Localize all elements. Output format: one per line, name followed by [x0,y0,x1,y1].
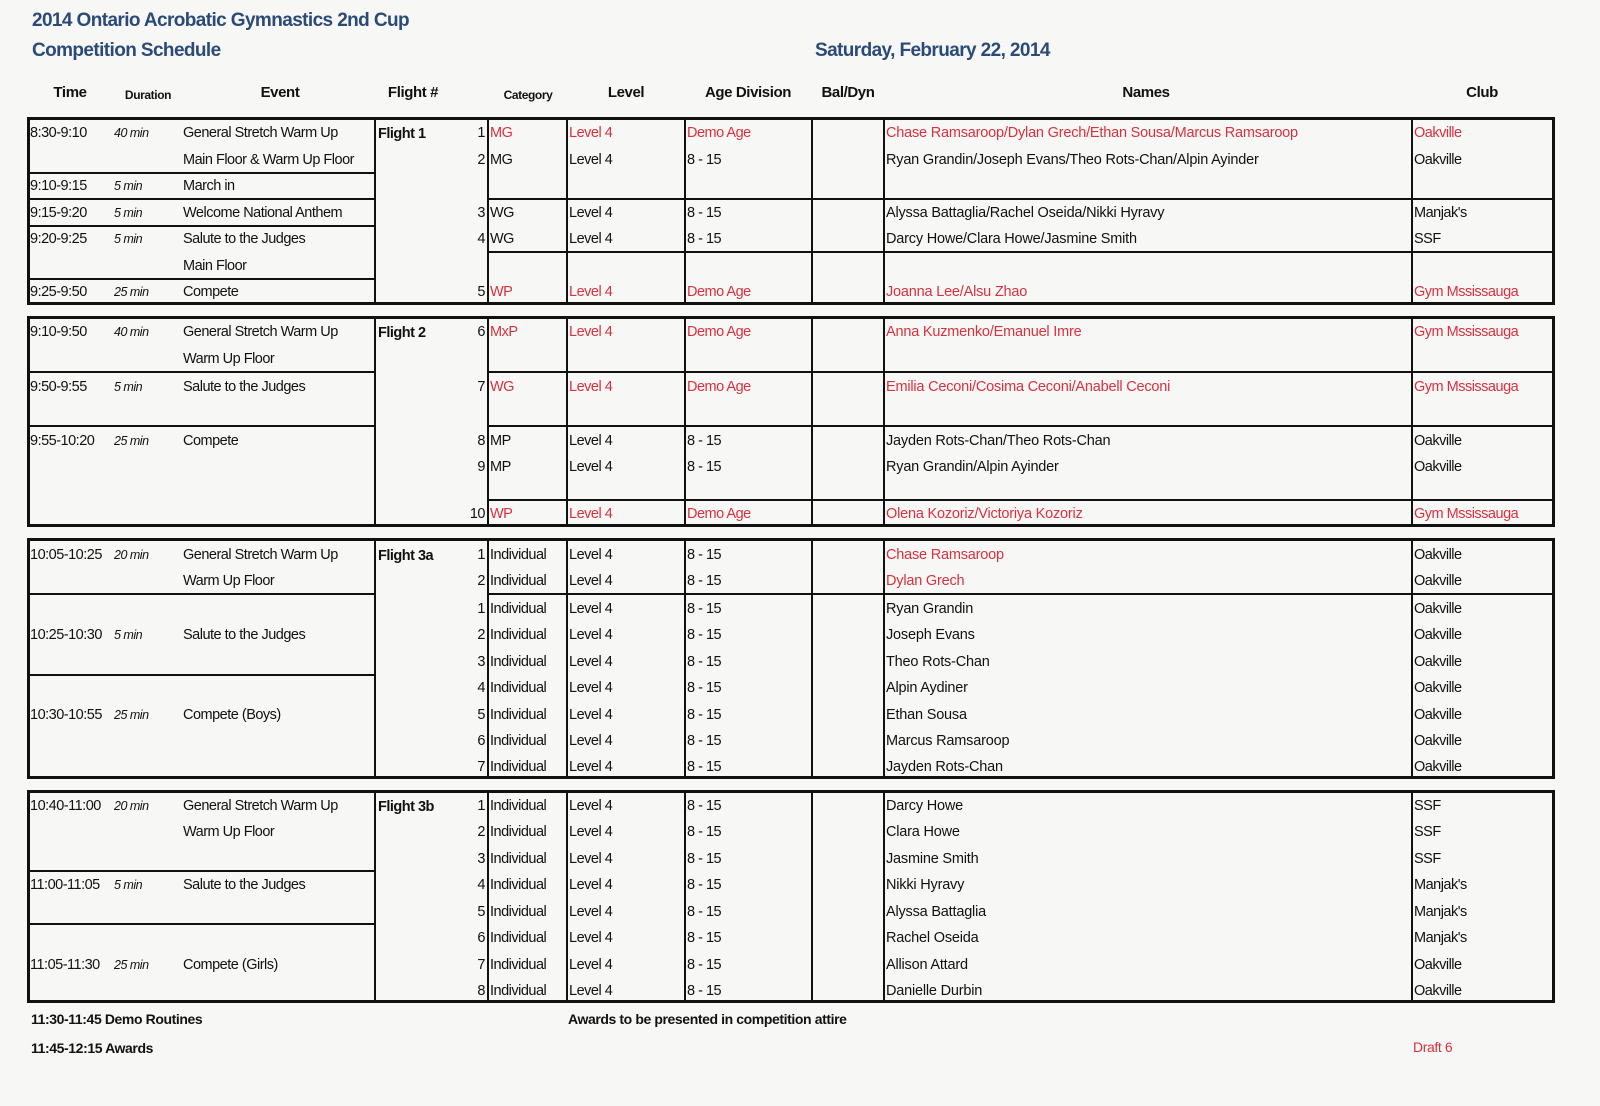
cell-age: 8 - 15 [687,957,722,973]
row-divider [487,593,1555,595]
cell-club: Gym Mssissauga [1414,284,1519,300]
cell-age: 8 - 15 [687,547,722,563]
cell-names: Danielle Durbin [886,983,983,999]
cell-category: Individual [490,957,547,973]
header-names: Names [1122,84,1170,101]
cell-num: 5 [477,284,485,300]
cell-num: 4 [477,231,485,247]
flight-label: Flight 3b [378,799,434,815]
cell-category: Individual [490,547,547,563]
cell-age: 8 - 15 [687,654,722,670]
cell-names: Theo Rots-Chan [886,654,990,670]
cell-num: 6 [477,733,485,749]
row-divider [27,172,375,174]
header-club: Club [1466,84,1498,101]
cell-duration: 20 min [114,548,149,562]
cell-category: WP [490,284,513,300]
cell-club: Oakville [1414,152,1462,168]
cell-category: MG [490,125,513,141]
header-level: Level [607,84,645,101]
cell-num: 9 [477,459,485,475]
cell-category: MxP [490,324,518,340]
cell-club: Manjak's [1414,904,1467,920]
header-age-division: Age Division [704,84,792,101]
row-divider [487,198,1555,200]
cell-age: 8 - 15 [687,759,722,775]
cell-time: 10:40-11:00 [30,798,101,814]
cell-level: Level 4 [569,824,613,840]
cell-club: Manjak's [1414,877,1467,893]
cell-names: Allison Attard [886,957,968,973]
cell-num: 1 [477,601,485,617]
cell-num: 3 [477,851,485,867]
cell-event: Compete [183,433,239,449]
cell-num: 8 [477,983,485,999]
cell-club: SSF [1414,798,1441,814]
cell-level: Level 4 [569,707,613,723]
column-divider [1411,790,1413,1003]
cell-duration: 25 min [114,285,149,299]
column-divider [883,790,885,1003]
cell-category: Individual [490,798,547,814]
cell-time: 9:20-9:25 [30,231,87,247]
cell-level: Level 4 [569,284,613,300]
flight-label: Flight 3a [378,548,434,564]
cell-category: Individual [490,573,547,589]
header-duration: Duration [124,88,172,102]
cell-num: 3 [477,205,485,221]
cell-club: Oakville [1414,983,1462,999]
column-divider [811,538,813,779]
cell-names: Emilia Ceconi/Cosima Ceconi/Anabell Ceconi [886,379,1171,395]
cell-age: 8 - 15 [687,152,722,168]
header-event: Event [260,84,300,101]
cell-duration: 25 min [114,708,149,722]
cell-category: Individual [490,601,547,617]
column-divider [566,117,568,305]
cell-names: Chase Ramsaroop/Dylan Grech/Ethan Sousa/Marcus Ramsaroop [886,125,1298,141]
cell-event: Warm Up Floor [183,351,275,367]
cell-time: 9:10-9:50 [30,324,87,340]
row-divider [487,251,1555,253]
cell-duration: 5 min [114,179,143,193]
draft-label: Draft 6 [1413,1039,1453,1055]
cell-category: Individual [490,680,547,696]
cell-names: Joseph Evans [886,627,975,643]
cell-age: 8 - 15 [687,851,722,867]
column-divider [811,117,813,305]
cell-time: 10:30-10:55 [30,707,102,723]
footer-awards-note: Awards to be presented in competition attire [568,1011,847,1027]
flight-label: Flight 1 [378,126,426,142]
column-divider [487,117,489,305]
cell-category: Individual [490,824,547,840]
cell-category: Individual [490,877,547,893]
cell-age: 8 - 15 [687,733,722,749]
cell-num: 10 [469,506,485,522]
column-divider [811,790,813,1003]
cell-level: Level 4 [569,904,613,920]
row-divider [487,371,1555,373]
cell-num: 6 [477,930,485,946]
column-divider [487,538,489,779]
cell-num: 4 [477,680,485,696]
column-divider [374,117,376,305]
cell-num: 1 [477,125,485,141]
cell-duration: 5 min [114,878,143,892]
cell-names: Alpin Aydiner [886,680,968,696]
cell-level: Level 4 [569,547,613,563]
cell-duration: 40 min [114,325,149,339]
column-divider [684,117,686,305]
row-divider [27,198,375,200]
column-divider [1411,538,1413,779]
cell-age: Demo Age [687,125,751,141]
header-flight: Flight # [387,84,439,101]
cell-names: Chase Ramsaroop [886,547,1004,563]
column-divider [1411,117,1413,305]
column-divider [487,790,489,1003]
cell-club: Manjak's [1414,930,1467,946]
cell-club: Oakville [1414,759,1462,775]
cell-club: Oakville [1414,601,1462,617]
cell-duration: 5 min [114,232,143,246]
column-divider [1411,316,1413,527]
cell-time: 9:50-9:55 [30,379,87,395]
cell-names: Rachel Oseida [886,930,979,946]
cell-time: 11:00-11:05 [30,877,100,893]
cell-level: Level 4 [569,573,613,589]
cell-level: Level 4 [569,877,613,893]
cell-level: Level 4 [569,459,613,475]
cell-age: 8 - 15 [687,459,722,475]
cell-club: Oakville [1414,547,1462,563]
column-divider [684,790,686,1003]
cell-duration: 20 min [114,799,149,813]
cell-duration: 5 min [114,628,143,642]
cell-names: Darcy Howe [886,798,963,814]
flight-label: Flight 2 [378,325,426,341]
cell-club: Oakville [1414,627,1462,643]
cell-age: 8 - 15 [687,231,722,247]
cell-level: Level 4 [569,324,613,340]
competition-date: Saturday, February 22, 2014 [815,40,1050,61]
cell-level: Level 4 [569,125,613,141]
cell-names: Marcus Ramsaroop [886,733,1010,749]
cell-time: 10:05-10:25 [30,547,102,563]
cell-club: Oakville [1414,680,1462,696]
cell-club: Oakville [1414,433,1462,449]
cell-category: WG [490,205,514,221]
cell-num: 1 [477,547,485,563]
cell-age: 8 - 15 [687,627,722,643]
cell-names: Alyssa Battaglia/Rachel Oseida/Nikki Hyravy [886,205,1165,221]
cell-club: Gym Mssissauga [1414,324,1519,340]
cell-names: Ryan Grandin/Alpin Ayinder [886,459,1059,475]
cell-names: Jayden Rots-Chan/Theo Rots-Chan [886,433,1111,449]
cell-event: Warm Up Floor [183,573,275,589]
row-divider [487,499,1555,501]
column-divider [487,316,489,527]
cell-age: Demo Age [687,324,751,340]
cell-level: Level 4 [569,654,613,670]
cell-level: Level 4 [569,957,613,973]
cell-num: 8 [477,433,485,449]
cell-event: Warm Up Floor [183,824,275,840]
cell-num: 7 [477,759,485,775]
cell-club: SSF [1414,824,1441,840]
header-category: Category [503,88,553,102]
cell-category: Individual [490,627,547,643]
cell-names: Ryan Grandin [886,601,974,617]
cell-level: Level 4 [569,983,613,999]
cell-names: Ryan Grandin/Joseph Evans/Theo Rots-Chan/Alpin Ayinder [886,152,1259,168]
cell-category: Individual [490,707,547,723]
cell-num: 2 [477,824,485,840]
cell-time: 9:25-9:50 [30,284,87,300]
cell-age: Demo Age [687,379,751,395]
cell-age: 8 - 15 [687,798,722,814]
column-divider [374,316,376,527]
cell-names: Jasmine Smith [886,851,979,867]
cell-names: Alyssa Battaglia [886,904,986,920]
cell-time: 9:55-10:20 [30,433,95,449]
cell-num: 2 [477,573,485,589]
cell-time: 10:25-10:30 [30,627,102,643]
cell-num: 5 [477,904,485,920]
cell-club: Oakville [1414,957,1462,973]
cell-category: Individual [490,759,547,775]
cell-club: SSF [1414,231,1441,247]
cell-names: Jayden Rots-Chan [886,759,1003,775]
cell-time: 9:15-9:20 [30,205,87,221]
cell-level: Level 4 [569,627,613,643]
cell-duration: 40 min [114,126,149,140]
cell-level: Level 4 [569,930,613,946]
cell-level: Level 4 [569,379,613,395]
cell-category: Individual [490,904,547,920]
cell-age: 8 - 15 [687,433,722,449]
cell-level: Level 4 [569,506,613,522]
cell-age: 8 - 15 [687,205,722,221]
cell-duration: 5 min [114,206,143,220]
column-divider [883,538,885,779]
cell-age: 8 - 15 [687,573,722,589]
cell-club: Oakville [1414,459,1462,475]
cell-event: Compete (Girls) [183,957,278,973]
cell-event: Main Floor & Warm Up Floor [183,152,354,168]
cell-category: MG [490,152,513,168]
column-divider [883,316,885,527]
cell-event: Salute to the Judges [183,877,306,893]
cell-event: March in [183,178,235,194]
cell-category: Individual [490,930,547,946]
cell-level: Level 4 [569,152,613,168]
footer-awards: 11:45-12:15 Awards [31,1040,153,1056]
column-divider [566,790,568,1003]
cell-num: 3 [477,654,485,670]
cell-names: Dylan Grech [886,573,965,589]
cell-event: Salute to the Judges [183,627,306,643]
cell-category: Individual [490,983,547,999]
cell-age: 8 - 15 [687,877,722,893]
cell-level: Level 4 [569,601,613,617]
column-divider [374,790,376,1003]
column-divider [811,316,813,527]
row-divider [27,225,375,227]
cell-level: Level 4 [569,851,613,867]
cell-num: 2 [477,627,485,643]
cell-event: Salute to the Judges [183,231,306,247]
cell-level: Level 4 [569,231,613,247]
row-divider [27,278,375,280]
cell-category: WP [490,506,513,522]
cell-level: Level 4 [569,733,613,749]
cell-age: Demo Age [687,284,751,300]
cell-time: 9:10-9:15 [30,178,87,194]
cell-category: Individual [490,654,547,670]
cell-age: 8 - 15 [687,983,722,999]
cell-club: Oakville [1414,654,1462,670]
cell-level: Level 4 [569,433,613,449]
cell-event: Main Floor [183,258,247,274]
cell-level: Level 4 [569,798,613,814]
cell-event: General Stretch Warm Up [183,547,338,563]
column-divider [883,117,885,305]
row-divider [487,425,1555,427]
cell-duration: 25 min [114,434,149,448]
header-bal-dyn: Bal/Dyn [821,84,875,101]
cell-club: Gym Mssissauga [1414,506,1519,522]
row-divider [27,425,375,427]
cell-time: 11:05-11:30 [30,957,100,973]
cell-event: Salute to the Judges [183,379,306,395]
cell-event: General Stretch Warm Up [183,125,338,141]
cell-club: Oakville [1414,573,1462,589]
cell-event: Welcome National Anthem [183,205,343,221]
flight-block [27,316,1555,527]
cell-age: 8 - 15 [687,930,722,946]
row-divider [27,371,375,373]
column-divider [374,538,376,779]
cell-duration: 25 min [114,958,149,972]
cell-names: Anna Kuzmenko/Emanuel Imre [886,324,1082,340]
cell-names: Darcy Howe/Clara Howe/Jasmine Smith [886,231,1137,247]
cell-num: 7 [477,379,485,395]
cell-level: Level 4 [569,205,613,221]
cell-club: Oakville [1414,707,1462,723]
cell-names: Joanna Lee/Alsu Zhao [886,284,1028,300]
cell-level: Level 4 [569,759,613,775]
cell-club: Oakville [1414,733,1462,749]
footer-demo-routines: 11:30-11:45 Demo Routines [31,1011,203,1027]
column-divider [566,538,568,779]
cell-names: Nikki Hyravy [886,877,965,893]
cell-num: 4 [477,877,485,893]
cell-num: 7 [477,957,485,973]
cell-age: 8 - 15 [687,601,722,617]
column-divider [566,316,568,527]
cell-names: Olena Kozoriz/Victoriya Kozoriz [886,506,1083,522]
cell-level: Level 4 [569,680,613,696]
row-divider [27,870,375,872]
cell-club: Gym Mssissauga [1414,379,1519,395]
cell-club: Manjak's [1414,205,1467,221]
cell-event: General Stretch Warm Up [183,798,338,814]
cell-category: MP [490,459,511,475]
row-divider [27,674,375,676]
cell-event: General Stretch Warm Up [183,324,338,340]
cell-club: Oakville [1414,125,1462,141]
cell-names: Clara Howe [886,824,960,840]
cell-duration: 5 min [114,380,143,394]
cell-age: Demo Age [687,506,751,522]
cell-names: Ethan Sousa [886,707,967,723]
row-divider [27,923,375,925]
cell-age: 8 - 15 [687,680,722,696]
header-time: Time [53,84,87,101]
cell-category: Individual [490,851,547,867]
cell-age: 8 - 15 [687,824,722,840]
document-title: 2014 Ontario Acrobatic Gymnastics 2nd Cup [32,10,409,31]
column-divider [684,316,686,527]
cell-num: 1 [477,798,485,814]
cell-category: Individual [490,733,547,749]
column-divider [684,538,686,779]
row-divider [27,593,375,595]
cell-num: 5 [477,707,485,723]
cell-event: Compete (Boys) [183,707,281,723]
cell-event: Compete [183,284,239,300]
cell-num: 2 [477,152,485,168]
cell-club: SSF [1414,851,1441,867]
cell-num: 6 [477,324,485,340]
document-subtitle: Competition Schedule [32,40,221,61]
cell-age: 8 - 15 [687,904,722,920]
cell-time: 8:30-9:10 [30,125,87,141]
cell-category: WG [490,231,514,247]
cell-category: MP [490,433,511,449]
cell-category: WG [490,379,514,395]
cell-age: 8 - 15 [687,707,722,723]
